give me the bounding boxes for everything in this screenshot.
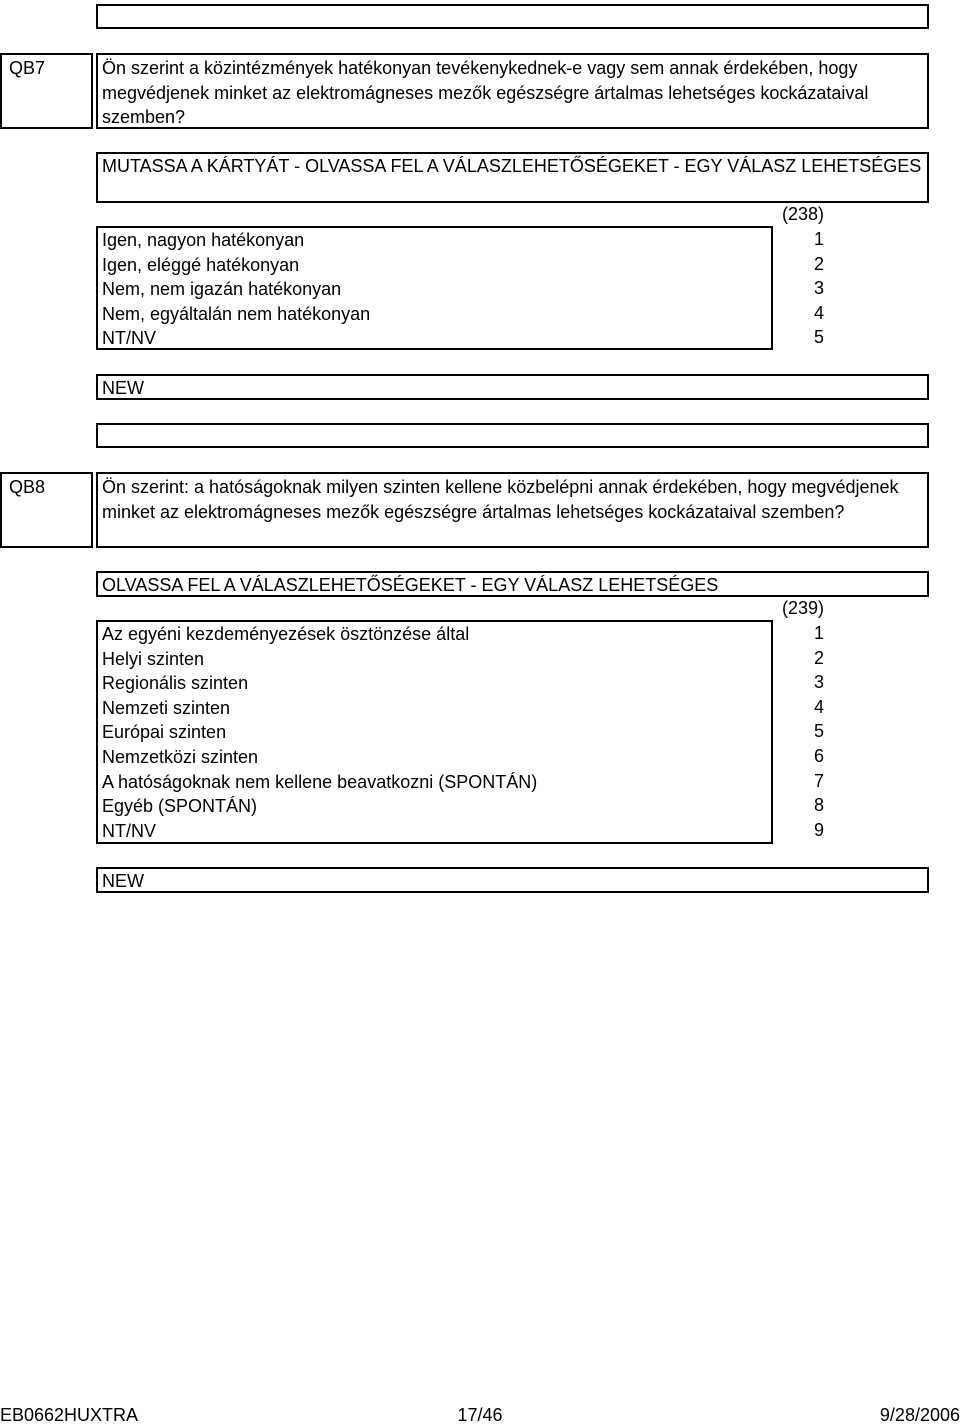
option-label: NT/NV	[102, 820, 156, 841]
option-code: 6	[813, 745, 824, 766]
option-code: 9	[813, 819, 824, 840]
option-code: 4	[813, 302, 824, 323]
question-id-qb8: QB8	[0, 472, 93, 548]
option-code: 1	[813, 229, 824, 249]
option-label: Nem, egyáltalán nem hatékonyan	[102, 303, 371, 324]
footer-date: 9/28/2006	[879, 1405, 960, 1425]
option-label: Igen, nagyon hatékonyan	[102, 230, 305, 250]
new-flag-qb8: NEW	[96, 867, 929, 893]
footer-document-code: EB0662HUXTRA	[0, 1405, 139, 1425]
options-list-qb7	[96, 226, 773, 350]
option-code: 8	[813, 795, 824, 816]
option-code: 4	[813, 696, 824, 717]
question-id-qb7: QB7	[0, 53, 93, 129]
option-label: Nem, nem igazán hatékonyan	[102, 279, 342, 300]
option-label: Nemzetközi szinten	[102, 746, 259, 767]
option-code: 1	[813, 623, 824, 643]
footer-page-number: 17/46	[457, 1405, 503, 1425]
empty-separator-bar	[96, 423, 929, 448]
option-label: Egyéb (SPONTÁN)	[102, 796, 258, 817]
option-codes-qb7	[780, 227, 824, 350]
variable-number-qb8: (239)	[781, 598, 824, 618]
option-label: Igen, eléggé hatékonyan	[102, 254, 300, 275]
variable-number-qb7: (238)	[781, 204, 824, 224]
option-code: 5	[813, 721, 824, 742]
option-code: 7	[813, 770, 824, 791]
instruction-qb8: OLVASSA FEL A VÁLASZLEHETŐSÉGEKET - EGY VÁLASZ LEHETSÉGES	[96, 571, 929, 597]
option-code: 2	[813, 253, 824, 274]
option-code: 2	[813, 647, 824, 668]
option-label: Az egyéni kezdeményezések ösztönzése által	[102, 624, 470, 644]
option-label: Helyi szinten	[102, 648, 205, 669]
option-code: 3	[813, 672, 824, 693]
option-code: 5	[813, 327, 824, 348]
question-text-qb8: Ön szerint: a hatóságoknak milyen szinten kellene közbelépni annak érdekében, hogy megvédjenek minket az elektromágneses mezők egészségre ártalmas lehetséges kockázataival szemben?	[96, 472, 929, 548]
options-list-qb8	[96, 620, 773, 844]
option-label: A hatóságoknak nem kellene beavatkozni (SPONTÁN)	[102, 771, 538, 792]
option-codes-qb8	[780, 621, 824, 842]
option-code: 3	[813, 278, 824, 299]
option-label: NT/NV	[102, 328, 156, 349]
option-label: Nemzeti szinten	[102, 697, 231, 718]
empty-header-bar	[96, 4, 929, 29]
option-label: Regionális szinten	[102, 673, 249, 694]
new-flag-qb7: NEW	[96, 374, 929, 400]
option-label: Európai szinten	[102, 722, 227, 743]
question-text-qb7: Ön szerint a közintézmények hatékonyan tevékenykednek-e vagy sem annak érdekében, hogy megvédjenek minket az elektromágneses mezők egészségre ártalmas lehetséges kockázataival szemben?	[96, 53, 929, 129]
instruction-qb7: MUTASSA A KÁRTYÁT - OLVASSA FEL A VÁLASZLEHETŐSÉGEKET - EGY VÁLASZ LEHETSÉGES	[96, 152, 929, 203]
